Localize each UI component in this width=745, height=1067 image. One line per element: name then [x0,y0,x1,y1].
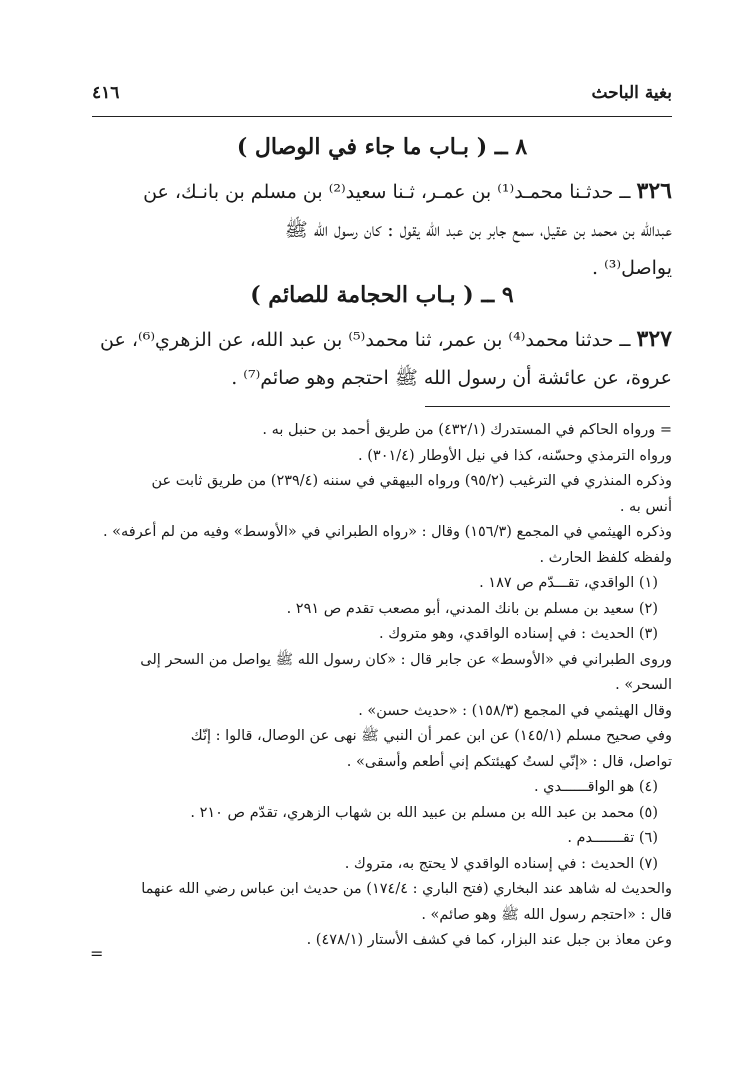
hadith-line: يواصل⁽³⁾ . [592,257,672,279]
footnote-2: (٢) سعيد بن مسلم بن بانك المدني، أبو مصعب تقدم ص ٢٩١ . [286,600,658,617]
footnote-line: وروى الطبراني في «الأوسط» عن جابر قال : «كان رسول الله ﷺ يواصل من السحر إلى [140,651,672,668]
hadith-text: ــ حدثنا محمد⁽⁴⁾ بن عمر، ثنا محمد⁽⁵⁾ بن عبد الله، عن الزهري⁽⁶⁾، عن [100,329,631,351]
hadith-text: ــ حدثـنا محمـد⁽¹⁾ بن عمـر، ثـنا سعيد⁽²⁾ بن مسلم بن بانـك، عن [143,181,631,203]
footnote-line: ولفظه كلفظ الحارث . [539,549,672,566]
page-number: ٤١٦ [92,83,120,103]
footnote-line: وعن معاذ بن جبل عند البزار، كما في كشف الأستار (٤٧٨/١) . [306,932,672,948]
hadith-line [92,172,672,211]
book-title: بغية الباحث [591,83,672,103]
hadith-line: عروة، عن عائشة أن رسول الله ﷺ احتجم وهو صائم⁽⁷⁾ . [231,367,672,389]
hadith-line: عبدالله بن محمد بن عقيل، سمع جابر بن عبد الله يقول : كان رسول الله ﷺ [284,219,672,241]
footnote-line: = ورواه الحاكم في المستدرك (٤٣٢/١) من طريق أحمد بن حنبل به . [262,422,672,438]
footnote-line: تواصل، قال : «إنّي لستُ كهيئتكم إني أطعم وأسقى» . [346,753,672,770]
running-header [92,78,672,108]
footnote-line: وقال الهيثمي في المجمع (١٥٨/٣) : «حديث حسن» . [358,702,672,719]
footnote-line: ورواه الترمذي وحسّنه، كذا في نيل الأوطار (٣٠١/٤) . [358,447,672,464]
footnote-line: أنس به . [619,498,672,515]
footnote-3: (٣) الحديث : في إسناده الواقدي، وهو متروك . [379,626,658,642]
hadith-327 [92,320,672,397]
hadith-326 [92,172,672,287]
footnote-line: السحر» . [615,677,672,693]
hadith-number: ٣٢٧ [636,326,672,352]
footnote-7: (٧) الحديث : في إسناده الواقدي لا يحتج به، متروك . [344,855,658,872]
footnote-5: (٥) محمد بن عبد الله بن مسلم بن عبيد الله بن شهاب الزهري، تقدّم ص ٢١٠ . [190,804,658,821]
footnote-line: وذكره المنذري في الترغيب (٩٥/٢) ورواه البيهقي في سننه (٢٣٩/٤) من طريق ثابت عن [151,473,672,489]
footnote-line: وذكره الهيثمي في المجمع (١٥٦/٣) وقال : «رواه الطبراني في «الأوسط» وفيه من لم أعرفه» . [102,524,672,540]
footnote-line: والحديث له شاهد عند البخاري (فتح الباري : ١٧٤/٤) من حديث ابن عباس رضي الله عنهما [141,881,672,897]
hadith-line [92,320,672,359]
continuation-mark: = [90,944,104,963]
footnote-line: وفي صحيح مسلم (١٤٥/١) عن ابن عمر أن النبي ﷺ نهى عن الوصال، قالوا : إنّك [190,728,672,744]
section-title-9: ٩ ــ ( بـاب الحجامة للصائم ) [250,282,514,308]
footnote-separator [425,406,670,407]
footnote-line: قال : «احتجم رسول الله ﷺ وهو صائم» . [421,906,672,923]
header-rule [92,116,672,117]
section-title-8: ٨ ــ ( بـاب ما جاء في الوصال ) [236,134,528,160]
footnote-1: (١) الواقدي، تقـــدّم ص ١٨٧ . [479,575,658,591]
footnote-6: (٦) تقـــــــدم . [567,830,658,846]
footnotes [92,418,672,954]
footnote-4: (٤) هو الواقــــــدي . [533,779,658,795]
hadith-number: ٣٢٦ [636,178,672,204]
